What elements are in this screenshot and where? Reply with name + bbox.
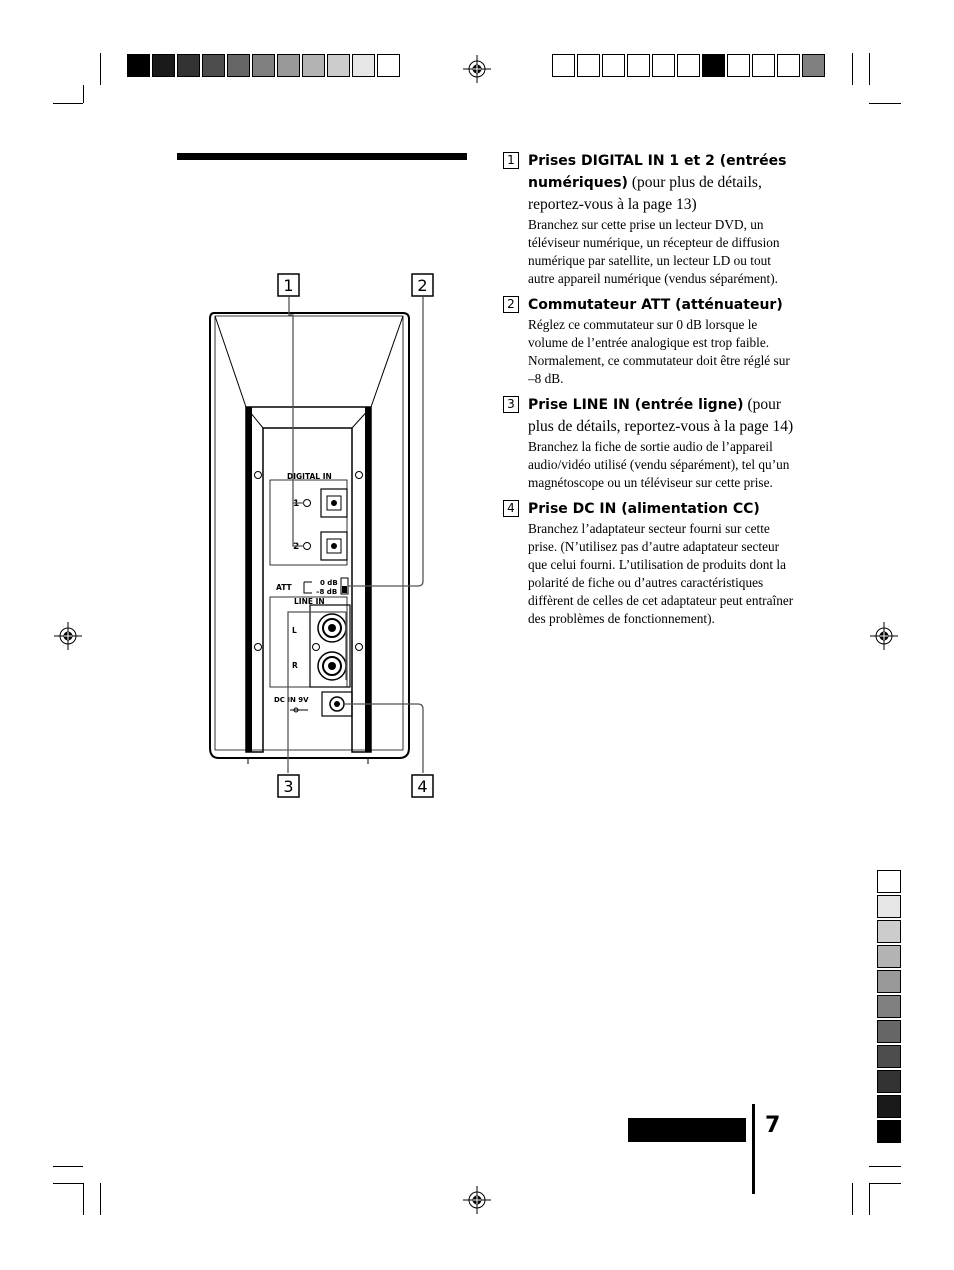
color-swatch bbox=[877, 1120, 901, 1143]
grayscale-swatch-bar bbox=[127, 54, 402, 77]
item-title: Prises DIGITAL IN 1 et 2 (entrées numériques) bbox=[528, 153, 787, 191]
callout-1: 1 bbox=[283, 276, 294, 295]
grayscale-swatch-column bbox=[877, 870, 901, 1145]
panel-label-right: R bbox=[292, 661, 298, 670]
page-number-rule bbox=[752, 1104, 755, 1194]
color-swatch bbox=[752, 54, 775, 77]
color-swatch bbox=[302, 54, 325, 77]
color-swatch bbox=[327, 54, 350, 77]
color-swatch bbox=[177, 54, 200, 77]
rear-panel-diagram bbox=[200, 270, 445, 800]
registration-target-icon bbox=[463, 1186, 491, 1214]
color-swatch bbox=[877, 920, 901, 943]
color-swatch bbox=[577, 54, 600, 77]
color-swatch bbox=[202, 54, 225, 77]
panel-label-left: L bbox=[292, 626, 297, 635]
color-swatch bbox=[877, 970, 901, 993]
color-swatch bbox=[877, 870, 901, 893]
color-swatch bbox=[877, 1070, 901, 1093]
panel-label-att: ATT bbox=[276, 583, 292, 592]
panel-label-jack-2: 2 bbox=[293, 542, 300, 552]
item-title: Commutateur ATT (atténuateur) bbox=[528, 297, 783, 313]
color-swatch bbox=[377, 54, 400, 77]
item-body: Branchez la fiche de sortie audio de l’appareil audio/vidéo utilisé (vendu séparément), tel qu’un magnétoscope ou un téléviseur sur cette prise. bbox=[528, 439, 790, 490]
item-title-extra: (pour plus de détails, reportez-vous à la page 13) bbox=[528, 174, 762, 213]
registration-target-icon bbox=[870, 622, 898, 650]
color-swatch bbox=[152, 54, 175, 77]
item-body: Branchez l’adaptateur secteur fourni sur cette prise. (N’utilisez pas d’autre adaptateur secteur que celui fourni. L’utilisation de produits dont la polarité de fiche ou d’autres caractéristiques diffèrent de celles de cet adaptateur peut entraîner des problèmes de fonctionnement). bbox=[528, 521, 794, 626]
item-title: Prise LINE IN (entrée ligne) bbox=[528, 397, 744, 413]
color-swatch bbox=[702, 54, 725, 77]
item-number: 1 bbox=[503, 152, 519, 169]
callout-4: 4 bbox=[417, 777, 428, 796]
callout-2: 2 bbox=[417, 276, 428, 295]
color-swatch bbox=[727, 54, 750, 77]
color-swatch bbox=[127, 54, 150, 77]
panel-label-line-in: LINE IN bbox=[294, 597, 325, 606]
section-rule bbox=[177, 153, 467, 160]
item-number: 3 bbox=[503, 396, 519, 413]
registration-target-icon bbox=[463, 55, 491, 83]
color-swatch bbox=[652, 54, 675, 77]
color-swatch bbox=[877, 1095, 901, 1118]
panel-label-dc-in: DC IN 9V bbox=[274, 696, 309, 704]
item-number: 2 bbox=[503, 296, 519, 313]
item-title-extra: (pour plus de détails, reportez-vous à la page 14) bbox=[528, 396, 794, 435]
color-swatch bbox=[877, 995, 901, 1018]
callout-3: 3 bbox=[283, 777, 294, 796]
panel-label-att-8db: –8 dB bbox=[316, 588, 338, 596]
list-item bbox=[503, 498, 795, 628]
registration-target-icon bbox=[54, 622, 82, 650]
item-body: Réglez ce commutateur sur 0 dB lorsque le volume de l’entrée analogique est trop faible. Normalement, ce commutateur doit être réglé sur –8 dB. bbox=[528, 317, 790, 386]
color-swatch bbox=[877, 1020, 901, 1043]
color-swatch bbox=[877, 895, 901, 918]
color-swatch bbox=[777, 54, 800, 77]
panel-label-digital-in: DIGITAL IN bbox=[287, 472, 332, 481]
registration-swatch-bar bbox=[552, 54, 827, 77]
panel-label-att-0db: 0 dB bbox=[320, 579, 338, 587]
color-swatch bbox=[627, 54, 650, 77]
list-item bbox=[503, 294, 795, 388]
panel-label-jack-1: 1 bbox=[293, 499, 300, 509]
page-number: 7 bbox=[765, 1113, 781, 1138]
page-tab-bar bbox=[628, 1118, 746, 1142]
color-swatch bbox=[552, 54, 575, 77]
list-item bbox=[503, 394, 795, 492]
item-title: Prise DC IN (alimentation CC) bbox=[528, 501, 760, 517]
color-swatch bbox=[802, 54, 825, 77]
item-body: Branchez sur cette prise un lecteur DVD, un téléviseur numérique, un récepteur de diffusion numérique par satellite, un lecteur LD ou tout autre appareil numérique (vendus séparément). bbox=[528, 217, 780, 286]
list-item bbox=[503, 150, 795, 288]
color-swatch bbox=[877, 1045, 901, 1068]
color-swatch bbox=[352, 54, 375, 77]
color-swatch bbox=[252, 54, 275, 77]
description-list bbox=[503, 150, 795, 634]
color-swatch bbox=[602, 54, 625, 77]
color-swatch bbox=[877, 945, 901, 968]
item-number: 4 bbox=[503, 500, 519, 517]
color-swatch bbox=[677, 54, 700, 77]
color-swatch bbox=[277, 54, 300, 77]
color-swatch bbox=[227, 54, 250, 77]
